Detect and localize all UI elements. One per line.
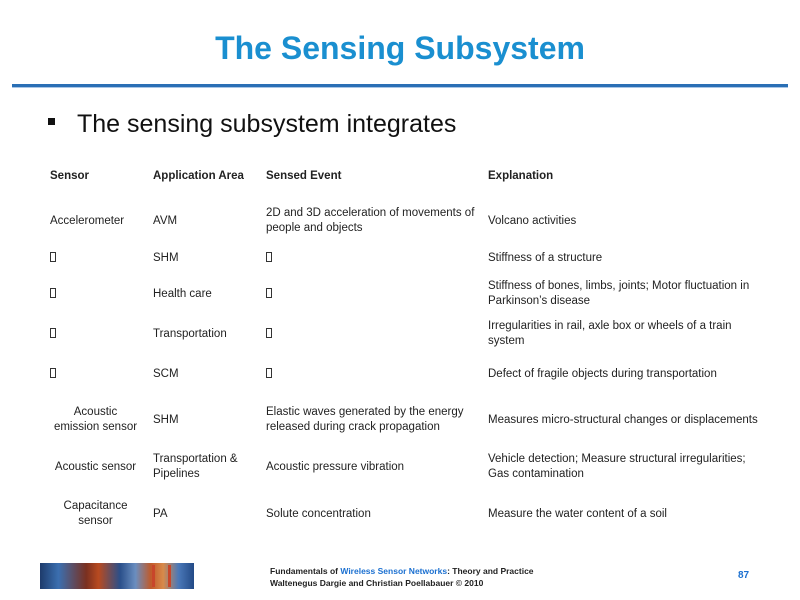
table-row: [44, 446, 764, 488]
footer-citation: [270, 565, 534, 589]
cell-explanation: Irregularities in rail, axle box or wheels of a train system: [488, 320, 732, 347]
ditto-mark-icon: [266, 328, 272, 338]
title-divider: [12, 84, 788, 88]
ditto-mark-icon: [266, 252, 272, 262]
ditto-mark-icon: [50, 252, 56, 262]
cell-event: Elastic waves generated by the energy released during crack propagation: [266, 406, 464, 433]
cell-area: Transportation: [153, 328, 227, 340]
table-row: [44, 242, 764, 274]
cell-event: [260, 274, 482, 314]
cell-explanation: Defect of fragile objects during transportation: [488, 367, 717, 380]
table-header-row: [44, 152, 764, 200]
cell-area: AVM: [153, 215, 178, 227]
cell-sensor: Accelerometer: [50, 215, 125, 227]
cell-sensor: [44, 314, 147, 354]
ditto-mark-icon: [50, 288, 56, 298]
table-row: [44, 200, 764, 242]
header-explanation: Explanation: [488, 170, 554, 182]
cell-sensor: [44, 354, 147, 394]
footer-line-2: Waltenegus Dargie and Christian Poellabauer © 2010: [270, 578, 484, 588]
cell-sensor: [44, 274, 147, 314]
cell-event: Acoustic pressure vibration: [266, 461, 405, 473]
cell-event: [260, 314, 482, 354]
ditto-mark-icon: [266, 288, 272, 298]
footer-line-1: Fundamentals of Wireless Sensor Networks: Theory and Practice: [270, 566, 534, 576]
bridge-tower-icon: [168, 565, 171, 587]
cell-event: 2D and 3D acceleration of movements of people and objects: [266, 207, 475, 234]
cell-explanation: Measures micro-structural changes or displacements: [488, 413, 758, 426]
header-sensor: Sensor: [50, 170, 89, 182]
cell-explanation: Volcano activities: [488, 214, 577, 227]
cell-sensor: Acoustic sensor: [54, 460, 137, 473]
cell-explanation: Vehicle detection; Measure structural irregularities; Gas contamination: [488, 453, 746, 480]
ditto-mark-icon: [50, 368, 56, 378]
cell-area: SCM: [153, 368, 179, 380]
cell-area: PA: [153, 508, 168, 520]
cell-sensor: [44, 242, 147, 274]
header-application-area: Application Area: [153, 169, 244, 182]
table-row: [44, 354, 764, 394]
cell-explanation: Stiffness of a structure: [488, 251, 603, 264]
slide-title: The Sensing Subsystem: [215, 30, 585, 66]
cell-area: SHM: [153, 414, 179, 426]
table-row: [44, 314, 764, 354]
cell-area: Health care: [153, 288, 212, 300]
cell-event: Solute concentration: [266, 508, 371, 520]
bullet-text: The sensing subsystem integrates: [77, 110, 457, 138]
cell-explanation: Measure the water content of a soil: [488, 508, 667, 520]
cell-sensor: Acoustic emission sensor: [53, 406, 138, 433]
cell-area: Transportation & Pipelines: [153, 453, 238, 480]
table-row: [44, 394, 764, 446]
footer-banner-image: [40, 563, 194, 589]
cell-event: [260, 354, 482, 394]
cell-area: SHM: [153, 252, 179, 264]
ditto-mark-icon: [266, 368, 272, 378]
ditto-mark-icon: [50, 328, 56, 338]
bullet-square-icon: [48, 118, 55, 125]
table-row: [44, 274, 764, 314]
cell-sensor: Capacitance sensor: [63, 500, 128, 527]
header-sensed-event: Sensed Event: [266, 170, 342, 182]
footer-book-title: Wireless Sensor Networks: [340, 566, 448, 576]
cell-event: [260, 242, 482, 274]
cell-explanation: Stiffness of bones, limbs, joints; Motor fluctuation in Parkinson’s disease: [488, 280, 750, 307]
table-row: [44, 488, 764, 540]
bridge-tower-icon: [152, 565, 155, 587]
sensor-table: [44, 152, 764, 540]
page-number: 87: [738, 570, 750, 581]
bullet-item: [48, 110, 456, 139]
